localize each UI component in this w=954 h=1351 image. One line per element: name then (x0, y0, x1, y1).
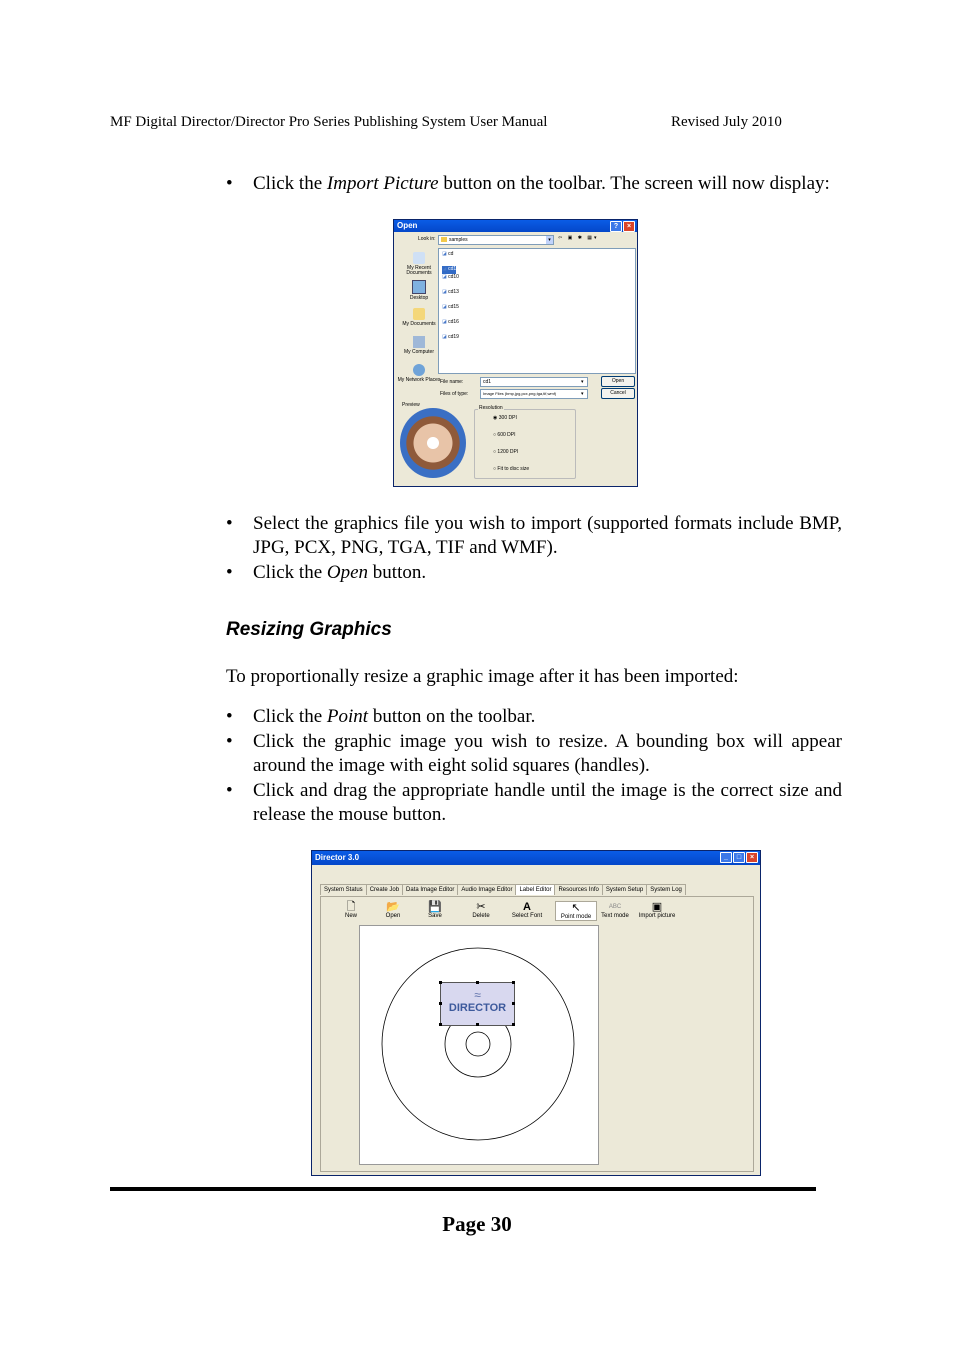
tab-create-job[interactable]: Create Job (366, 884, 403, 895)
label-toolbar (331, 901, 681, 925)
floppy-icon: 💾 (428, 901, 442, 913)
pointer-icon: ↖ (571, 902, 581, 914)
footer-rule (110, 1187, 816, 1191)
tool-save[interactable]: 💾 Save (415, 901, 455, 919)
tab-audio-image-editor[interactable]: Audio Image Editor (457, 884, 516, 895)
nav-network[interactable]: My Network Places (397, 364, 441, 383)
nav-mycomputer[interactable]: My Computer (397, 336, 441, 355)
open-dialog-titlebar: Open ? × (394, 220, 637, 232)
resize-handle[interactable] (439, 1002, 442, 1005)
file-list-item[interactable]: ◪ cd13 (442, 288, 459, 295)
desktop-icon (412, 280, 426, 294)
tab-system-setup[interactable]: System Setup (602, 884, 647, 895)
tab-resources-info[interactable]: Resources Info (554, 884, 602, 895)
file-list-item[interactable]: ◪ cd (442, 251, 454, 257)
file-list-item[interactable]: ◪ cd19 (442, 333, 459, 340)
tab-data-image-editor[interactable]: Data Image Editor (402, 884, 458, 895)
preview-image (400, 408, 466, 478)
file-list-item[interactable]: ◪ cd15 (442, 303, 459, 310)
help-icon[interactable]: ? (610, 221, 622, 232)
image-file-icon: ◪ (442, 303, 449, 310)
resize-handle[interactable] (512, 981, 515, 984)
image-file-icon: ◪ (442, 318, 449, 325)
close-icon[interactable]: × (746, 852, 758, 863)
label-canvas[interactable] (359, 925, 599, 1165)
network-places-icon (413, 364, 425, 376)
resize-handle[interactable] (512, 1002, 515, 1005)
file-name-input[interactable]: cd1 ▾ (480, 377, 588, 387)
tab-label-editor[interactable]: Label Editor (515, 884, 555, 895)
resize-handle[interactable] (476, 1023, 479, 1026)
bullet-select-file: • Select the graphics file you wish to import (supported formats include BMP, JPG, PCX, PNG, TGA, TIF and WMF). (226, 513, 842, 558)
section-heading: Resizing Graphics (226, 619, 392, 640)
manual-title: MF Digital Director/Director Pro Series Publishing System User Manual (110, 114, 548, 130)
chevron-down-icon: ▾ (581, 379, 584, 385)
director-window-screenshot (311, 850, 761, 1176)
resolution-option[interactable]: ◉ 300 DPI (493, 415, 517, 421)
tool-new[interactable]: 🗋 New (331, 901, 371, 919)
radio-icon: ◉ (493, 415, 499, 421)
file-type-select[interactable]: Image Files (bmp,jpg,pcx,png,tga,tif,wmf) ▾ (480, 389, 588, 399)
label-editor-panel (320, 896, 754, 1172)
resize-handle[interactable] (476, 981, 479, 984)
resize-handle[interactable] (512, 1023, 515, 1026)
close-icon[interactable]: × (623, 221, 635, 232)
bullet-click-open: • Click the Open button. (226, 562, 427, 583)
image-file-icon: ◪ (442, 266, 449, 272)
places-bar (397, 248, 441, 398)
minimize-icon[interactable]: _ (720, 852, 732, 863)
resolution-option[interactable]: ○ 1200 DPI (493, 449, 519, 455)
bullet-import-picture: • Click the Import Picture button on the toolbar. The screen will now display: (226, 173, 830, 194)
open-button[interactable]: Open (601, 376, 635, 387)
file-list-item[interactable]: ◪ cd16 (442, 318, 459, 325)
image-file-icon: ◪ (442, 333, 449, 340)
image-file-icon: ◪ (442, 288, 449, 295)
bullet-click-graphic: • Click the graphic image you wish to resize. A bounding box will appear around the image with eight solid squares (handles). (226, 731, 842, 776)
folder-icon (441, 237, 447, 242)
chevron-down-icon: ▾ (581, 391, 584, 397)
swirl-icon: ≈ (474, 988, 481, 1002)
file-list-item[interactable]: ◪ cd1 (442, 266, 457, 272)
tool-open[interactable]: 📂 Open (373, 901, 413, 919)
tool-delete[interactable]: ✂ Delete (461, 901, 501, 919)
disc-outline (360, 926, 598, 1164)
image-file-icon: ◪ (442, 273, 449, 280)
resize-handle[interactable] (439, 1023, 442, 1026)
tool-import-picture[interactable]: ▣ Import picture (638, 901, 676, 919)
intro-paragraph: To proportionally resize a graphic image after it has been imported: (226, 666, 739, 687)
radio-icon: ○ (493, 466, 498, 472)
tool-text-mode[interactable]: ABC Text mode (595, 901, 635, 919)
resize-handle[interactable] (439, 981, 442, 984)
radio-icon: ○ (493, 449, 498, 455)
director-tabs (320, 884, 685, 895)
bullet-point-button: • Click the Point button on the toolbar. (226, 706, 536, 727)
revision-date: Revised July 2010 (671, 114, 782, 130)
file-list-item[interactable]: ◪ cd10 (442, 273, 459, 280)
chevron-down-icon: ▾ (546, 236, 553, 244)
page-number: Page 30 (442, 1212, 512, 1236)
abc-text-icon: ABC (608, 904, 622, 910)
tool-point-mode[interactable]: ↖ Point mode (555, 901, 597, 921)
open-dialog-screenshot: Open ? × Look in: samples ▾ ⇦ ▣ ✱ ▦▾ My Recent Documents Desktop My Documents My Computer My Network Places ◪ cd ◪ cd1 ◪ cd10 ◪ cd13 ◪ cd15 ◪ cd16 ◪ cd19 File name: cd1 ▾ Files of type: Image Files (bmp,jpg,pcx,png,tga,tif,wmf) ▾ Open Cancel Preview Resolution ◉ 300 DPI ○ 600 DPI ○ 1200 DPI ○ Fit to disc size (393, 219, 638, 487)
picture-icon: ▣ (651, 901, 663, 913)
dialog-toolbar-icons[interactable]: ⇦ ▣ ✱ ▦▾ (558, 235, 599, 241)
folder-open-icon: 📂 (386, 901, 400, 913)
tab-system-status[interactable]: System Status (320, 884, 367, 895)
bullet-dot: • (226, 173, 233, 194)
nav-mydocs[interactable]: My Documents (397, 308, 441, 327)
cancel-button[interactable]: Cancel (601, 388, 635, 399)
resolution-option[interactable]: ○ 600 DPI (493, 432, 516, 438)
font-a-icon: A (523, 901, 531, 913)
new-doc-icon: 🗋 (346, 901, 356, 913)
look-in-select[interactable]: samples ▾ (438, 235, 554, 245)
my-documents-icon (413, 308, 425, 320)
radio-icon: ○ (493, 432, 498, 438)
resolution-group: Resolution ◉ 300 DPI ○ 600 DPI ○ 1200 DPI ○ Fit to disc size (474, 409, 576, 479)
my-computer-icon (413, 336, 425, 348)
nav-desktop[interactable]: Desktop (397, 280, 441, 301)
nav-recent[interactable]: My Recent Documents (397, 252, 441, 276)
file-list[interactable] (438, 248, 636, 374)
tab-system-log[interactable]: System Log (646, 884, 686, 895)
image-file-icon: ◪ (442, 251, 449, 257)
maximize-icon[interactable]: □ (733, 852, 745, 863)
recent-docs-icon (413, 252, 425, 264)
resolution-option[interactable]: ○ Fit to disc size (493, 466, 530, 472)
bullet-drag-handle: • Click and drag the appropriate handle until the image is the correct size and release the mouse button. (226, 780, 842, 825)
director-logo-graphic[interactable]: ≈ DIRECTOR (440, 982, 515, 1026)
director-titlebar: Director 3.0 _ □ × (312, 851, 760, 865)
scissors-icon: ✂ (476, 901, 486, 913)
tool-select-font[interactable]: A Select Font (507, 901, 547, 919)
